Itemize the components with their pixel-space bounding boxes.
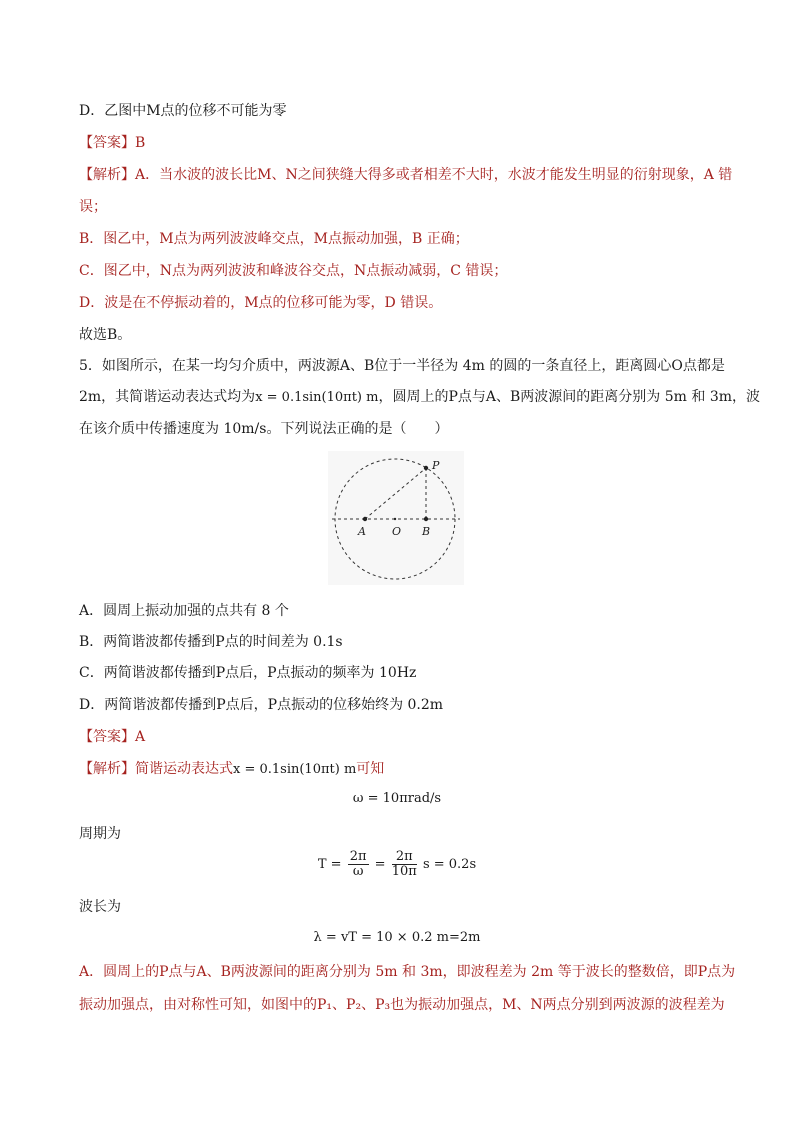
point-o (394, 518, 396, 520)
q4-analysis-a-1: 【解析】A．当水波的波长比M、N之间狭缝大得多或者相差不大时，水波才能发生明显的衍射现象，A 错 (79, 167, 733, 183)
q4-analysis-a-2: 误； (79, 199, 107, 215)
analysis-label: 【解析】 (79, 167, 135, 183)
answer-label: 【答案】 (79, 729, 135, 745)
q5-stem-1: 5．如图所示，在某一均匀介质中，两波源A、B位于一半径为 4m 的圆的一条直径上，距离圆心O点都是 (79, 358, 725, 374)
q4-option-d: D．乙图中M点的位移不可能为零 (79, 103, 287, 119)
q5-analysis-line: 【解析】简谐运动表达式x = 0.1sin(10πt) m可知 (79, 761, 385, 777)
q4-analysis-d: D．波是在不停振动着的，M点的位移可能为零，D 错误。 (79, 295, 443, 311)
q5-stem-2: 2m，其简谐运动表达式均为x = 0.1sin(10πt) m，圆周上的P点与A、B两波源间的距离分别为 5m 和 3m，波 (79, 389, 761, 405)
q5-analysis-a-1: A．圆周上的P点与A、B两波源间的距离分别为 5m 和 3m，即波程差为 2m 等于波长的整数倍，即P点为 (79, 964, 736, 980)
analysis-label: 【解析】 (79, 761, 135, 777)
period-label: 周期为 (79, 826, 121, 842)
q5-answer-line (79, 727, 145, 747)
eq-omega: ω = 10πrad/s (352, 791, 442, 806)
q5-formula: x = 0.1sin(10πt) m (255, 390, 379, 405)
q5-option-b: B．两简谐波都传播到P点的时间差为 0.1s (79, 634, 343, 650)
q5-option-a: A．圆周上振动加强的点共有 8 个 (79, 603, 289, 619)
q5-option-d: D．两简谐波都传播到P点后，P点振动的位移始终为 0.2m (79, 697, 444, 713)
point-p (424, 466, 428, 470)
analysis-formula: x = 0.1sin(10πt) m (233, 762, 357, 777)
q4-analysis-b: B．图乙中，M点为两列波波峰交点，M点振动加强，B 正确； (79, 231, 469, 247)
q4-conclusion: 故选B。 (79, 327, 132, 343)
label-o: O (392, 525, 402, 538)
circle-figure (328, 451, 464, 585)
point-b (424, 517, 428, 521)
eq-lambda: λ = vT = 10 × 0.2 m=2m (313, 930, 481, 945)
point-a (363, 517, 367, 521)
q4-answer-line (79, 133, 145, 153)
answer-value: B (135, 135, 146, 151)
label-a: A (358, 525, 366, 538)
wavelength-label: 波长为 (79, 899, 121, 915)
eq-period: T = $\frac{2\pi}{\omega}$ = $\frac{2\pi}{10\pi}$ s = 0.2s (317, 849, 477, 879)
q5-option-c: C．两简谐波都传播到P点后，P点振动的频率为 10Hz (79, 665, 417, 681)
fraction-1: $\frac{2\pi}{\omega}$ (349, 849, 367, 879)
label-p: P (432, 459, 440, 472)
answer-label: 【答案】 (79, 135, 135, 151)
q5-analysis-a-2: 振动加强点，由对称性可知，如图中的P₁、P₂、P₃也为振动加强点，M、N两点分别到两波源的波程差为 (79, 997, 725, 1013)
answer-value: A (135, 729, 146, 745)
label-b: B (422, 525, 431, 538)
q4-analysis-c: C．图乙中，N点为两列波波和峰波谷交点，N点振动减弱，C 错误； (79, 263, 508, 279)
fraction-2: $\frac{2\pi}{10\pi}$ (391, 849, 417, 879)
figure-background (328, 451, 464, 585)
q5-stem-3: 在该介质中传播速度为 10m/s。下列说法正确的是（ ） (79, 421, 449, 437)
